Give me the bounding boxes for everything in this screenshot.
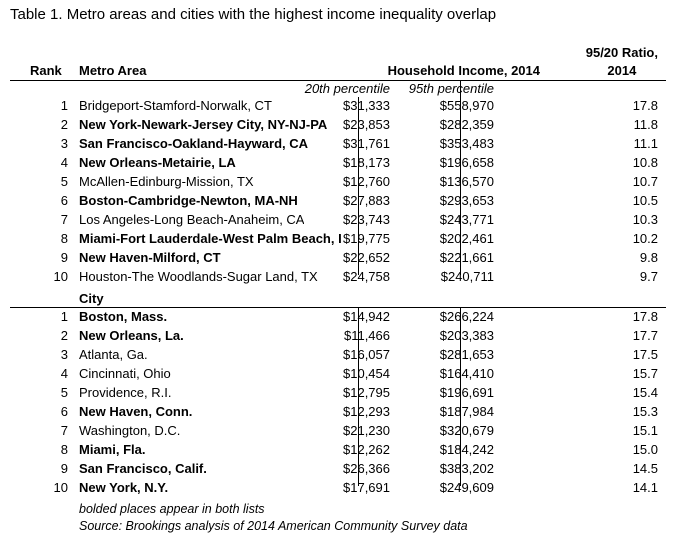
p95-cell: $558,970 — [439, 98, 494, 113]
table-row — [0, 153, 674, 172]
ratio-cell: 10.3 — [632, 212, 658, 227]
p95-cell: $353,483 — [439, 136, 494, 151]
table-row — [0, 364, 674, 383]
p95-cell: $196,658 — [439, 155, 494, 170]
rank-cell: 2 — [60, 328, 68, 343]
place-cell: Houston-The Woodlands-Sugar Land, TX — [79, 269, 318, 284]
ratio-cell: 11.1 — [633, 136, 658, 151]
rank-cell: 3 — [60, 347, 68, 362]
rank-cell: 1 — [60, 309, 68, 324]
p20-cell: $12,760 — [343, 174, 390, 189]
table-row — [0, 383, 674, 402]
place-cell: Atlanta, Ga. — [79, 347, 148, 362]
p20-cell: $26,366 — [343, 461, 390, 476]
p95-cell: $383,202 — [439, 461, 494, 476]
rank-cell: 3 — [60, 136, 68, 151]
rank-header: Rank — [30, 63, 62, 78]
place-cell: Cincinnati, Ohio — [79, 366, 171, 381]
rank-cell: 1 — [60, 98, 68, 113]
ratio-cell: 15.3 — [632, 404, 658, 419]
place-cell: New Haven, Conn. — [79, 404, 193, 419]
p20-cell: $11,466 — [343, 328, 390, 343]
ratio-cell: 10.7 — [632, 174, 658, 189]
table-row — [0, 191, 674, 210]
p95-subheader: 95th percentile — [408, 81, 494, 96]
table-caption: Table 1. Metro areas and cities with the highest income inequality overlap — [10, 6, 497, 23]
p95-cell: $282,359 — [439, 117, 494, 132]
p20-cell: $21,230 — [343, 423, 390, 438]
table-row — [0, 402, 674, 421]
p95-cell: $187,984 — [439, 404, 494, 419]
place-cell: New Orleans, La. — [79, 328, 184, 343]
table-row — [0, 96, 674, 115]
p95-cell: $249,609 — [439, 480, 494, 495]
rank-cell: 4 — [60, 366, 68, 381]
p20-cell: $18,173 — [343, 155, 390, 170]
p95-cell: $221,661 — [439, 250, 494, 265]
place-cell: Boston-Cambridge-Newton, MA-NH — [79, 193, 298, 208]
rank-cell: 8 — [60, 442, 68, 457]
rank-cell: 5 — [60, 385, 68, 400]
place-cell: Bridgeport-Stamford-Norwalk, CT — [79, 98, 272, 113]
p20-cell: $17,691 — [343, 480, 390, 495]
ratio-cell: 15.1 — [632, 423, 658, 438]
ratio-cell: 14.1 — [632, 480, 658, 495]
p20-cell: $12,262 — [343, 442, 390, 457]
table-row — [0, 134, 674, 153]
p95-cell: $196,691 — [439, 385, 494, 400]
table-row — [0, 478, 674, 497]
place-cell: Boston, Mass. — [79, 309, 168, 324]
p20-cell: $10,454 — [343, 366, 390, 381]
ratio-cell: 9.7 — [639, 269, 658, 284]
ratio-cell: 10.2 — [632, 231, 658, 246]
place-cell: Washington, D.C. — [79, 423, 181, 438]
rank-cell: 9 — [60, 250, 68, 265]
p20-cell: $27,883 — [343, 193, 390, 208]
ratio-cell: 17.7 — [632, 328, 658, 343]
table-row — [0, 307, 674, 326]
place-cell: New Haven-Milford, CT — [79, 250, 221, 265]
p20-cell: $16,057 — [343, 347, 390, 362]
table-row — [0, 229, 674, 248]
table-row — [0, 115, 674, 134]
p20-cell: $24,758 — [343, 269, 390, 284]
ratio-cell: 15.4 — [632, 385, 658, 400]
rank-cell: 6 — [60, 193, 68, 208]
p20-cell: $12,293 — [343, 404, 390, 419]
rank-cell: 8 — [60, 231, 68, 246]
p95-cell: $136,570 — [439, 174, 494, 189]
table-row — [0, 440, 674, 459]
place-cell: Miami-Fort Lauderdale-West Palm Beach, I — [79, 231, 342, 246]
ratio-cell: 14.5 — [632, 461, 658, 476]
rank-cell: 5 — [60, 174, 68, 189]
place-cell: Los Angeles-Long Beach-Anaheim, CA — [79, 212, 305, 227]
rank-cell: 7 — [60, 212, 68, 227]
city-section-label: City — [79, 291, 104, 306]
p20-cell: $19,775 — [343, 231, 390, 246]
ratio-cell: 10.5 — [632, 193, 658, 208]
p20-subheader: 20th percentile — [304, 81, 390, 96]
rank-cell: 2 — [60, 117, 68, 132]
rank-cell: 6 — [60, 404, 68, 419]
p20-cell: $14,942 — [343, 309, 390, 324]
ratio-cell: 9.8 — [639, 250, 658, 265]
place-cell: Miami, Fla. — [79, 442, 146, 457]
table-row — [0, 248, 674, 267]
rank-cell: 4 — [60, 155, 68, 170]
bold-note: bolded places appear in both lists — [79, 502, 265, 516]
place-cell: New York, N.Y. — [79, 480, 169, 495]
p95-cell: $203,383 — [439, 328, 494, 343]
ratio-cell: 10.8 — [632, 155, 658, 170]
rank-cell: 10 — [53, 480, 68, 495]
p95-cell: $266,224 — [439, 309, 494, 324]
p20-cell: $31,333 — [343, 98, 390, 113]
p20-cell: $23,853 — [343, 117, 390, 132]
ratio-cell: 17.8 — [632, 98, 658, 113]
p95-cell: $293,653 — [439, 193, 494, 208]
p95-cell: $320,679 — [439, 423, 494, 438]
metro-area-header: Metro Area — [79, 63, 147, 78]
ratio-cell: 15.0 — [632, 442, 658, 457]
place-cell: Providence, R.I. — [79, 385, 172, 400]
table-row — [0, 267, 674, 286]
place-cell: San Francisco-Oakland-Hayward, CA — [79, 136, 309, 151]
place-cell: San Francisco, Calif. — [79, 461, 207, 476]
table-row — [0, 172, 674, 191]
rank-cell: 9 — [60, 461, 68, 476]
ratio-header — [586, 44, 658, 80]
household-income-header: Household Income, 2014 — [387, 63, 540, 78]
table-row — [0, 421, 674, 440]
rank-cell: 10 — [53, 269, 68, 284]
ratio-cell: 15.7 — [632, 366, 658, 381]
p95-cell: $243,771 — [439, 212, 494, 227]
table-row — [0, 345, 674, 364]
p20-cell: $31,761 — [343, 136, 390, 151]
ratio-cell: 11.8 — [633, 117, 658, 132]
table-row — [0, 210, 674, 229]
ratio-header-line-1: 95/20 Ratio, — [585, 45, 658, 60]
p95-cell: $240,711 — [440, 269, 494, 284]
rank-cell: 7 — [60, 423, 68, 438]
table-row — [0, 459, 674, 478]
p95-cell: $164,410 — [439, 366, 494, 381]
p95-cell: $184,242 — [439, 442, 494, 457]
source-note: Source: Brookings analysis of 2014 American Community Survey data — [79, 519, 468, 533]
p95-cell: $281,653 — [439, 347, 494, 362]
ratio-cell: 17.8 — [632, 309, 658, 324]
table-row — [0, 326, 674, 345]
p95-cell: $202,461 — [439, 231, 494, 246]
p20-cell: $12,795 — [343, 385, 390, 400]
p20-cell: $23,743 — [343, 212, 390, 227]
place-cell: New Orleans-Metairie, LA — [79, 155, 236, 170]
place-cell: McAllen-Edinburg-Mission, TX — [79, 174, 254, 189]
ratio-cell: 17.5 — [632, 347, 658, 362]
p20-cell: $22,652 — [343, 250, 390, 265]
place-cell: New York-Newark-Jersey City, NY-NJ-PA — [79, 117, 328, 132]
ratio-header-line-2: 2014 — [607, 63, 637, 78]
